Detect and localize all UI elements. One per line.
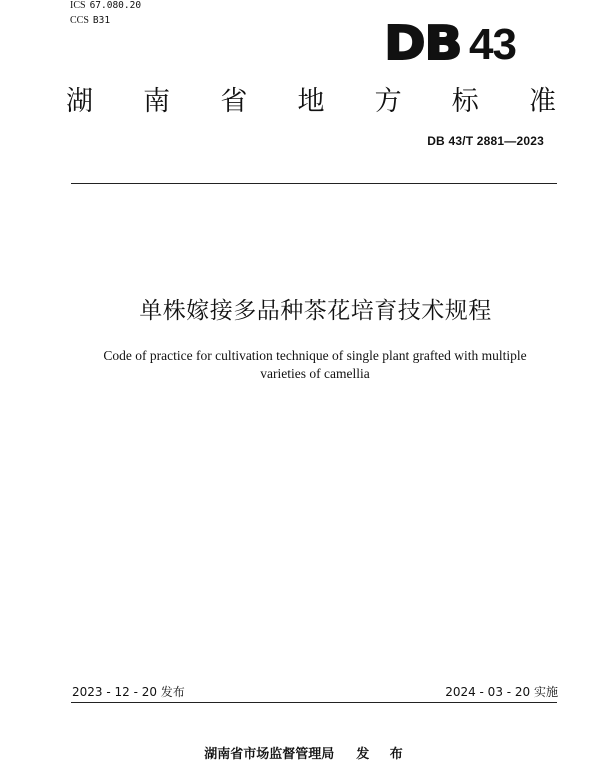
standard-type-char: 地 (297, 86, 325, 117)
logo-db-text: DB (384, 16, 462, 70)
publish-action: 发 布 (356, 747, 411, 762)
db43-logo (384, 16, 516, 72)
logo-number: 43 (469, 20, 516, 69)
footer-divider (71, 702, 557, 703)
standard-type-char: 湖 (66, 86, 93, 117)
document-title-chinese: 单株嫁接多品种茶花培育技术规程 (139, 298, 492, 324)
publisher-line (0, 743, 600, 762)
document-title-english (80, 347, 550, 383)
ccs-label: CCS (70, 15, 89, 26)
issue-date: 2023 - 12 - 20 发布 (72, 685, 185, 699)
ics-value: 67.080.20 (89, 0, 142, 11)
standard-type-char: 准 (528, 86, 556, 117)
header-divider (71, 183, 557, 184)
standard-type-char: 南 (143, 86, 171, 117)
ccs-code (70, 15, 110, 27)
english-title-line: Code of practice for cultivation technique of single plant grafted with multiple (103, 348, 527, 363)
ccs-value: B31 (92, 15, 111, 26)
standard-type-char: 省 (220, 86, 248, 117)
standard-type-heading (66, 82, 556, 122)
publisher-name: 湖南省市场监督管理局 (204, 747, 335, 762)
english-title-line: varieties of camellia (260, 366, 370, 381)
standard-type-char: 方 (374, 86, 402, 117)
standard-type-char: 标 (451, 86, 479, 117)
implementation-date: 2024 - 03 - 20 实施 (445, 685, 558, 699)
standard-number: DB 43/T 2881—2023 (427, 134, 544, 148)
ics-label: ICS (70, 0, 86, 11)
ics-code (70, 0, 141, 12)
